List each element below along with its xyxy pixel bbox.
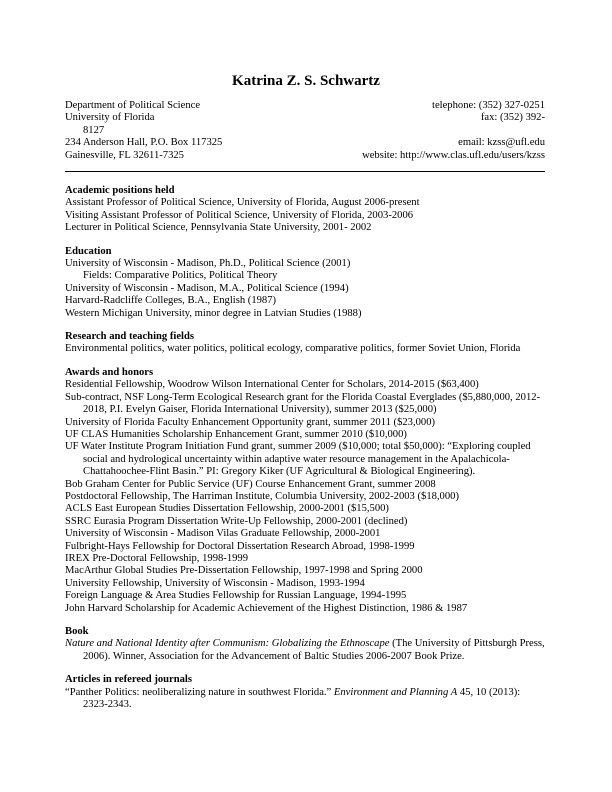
section-articles (65, 674, 547, 711)
list-item: Assistant Professor of Political Science, University of Florida, August 2006-present (65, 197, 420, 209)
header-divider (65, 171, 545, 172)
fax: fax: (352) 392- (480, 112, 545, 124)
email[interactable]: email: kzss@ufl.edu (458, 137, 545, 149)
list-item: Fulbright-Hays Fellowship for Doctoral Dissertation Research Abroad, 1998-1999 (65, 540, 415, 552)
list-item: Foreign Language & Area Studies Fellowship for Russian Language, 1994-1995 (65, 590, 407, 602)
cv-body (65, 185, 547, 722)
article-entry (65, 687, 547, 712)
list-item: University Fellowship, University of Wisconsin - Madison, 1993-1994 (65, 577, 365, 589)
website[interactable]: website: http://www.clas.ufl.edu/users/kzss (362, 149, 545, 161)
list-item: SSRC Eurasia Program Dissertation Write-Up Fellowship, 2000-2001 (declined) (65, 515, 408, 527)
book-details: (The University of Pittsburgh Press, 2006). Winner, Association for the Advancement of Baltic Studies 2006-2007 Book Prize. (83, 638, 545, 662)
list-item: Visiting Assistant Professor of Political Science, University of Florida, 2003-2006 (65, 209, 414, 221)
list-item: Fields: Comparative Politics, Political Theory (83, 270, 278, 282)
list-item: University of Wisconsin - Madison, Ph.D., Political Science (2001) (65, 258, 351, 270)
section-book (65, 626, 547, 663)
section-academic-positions (65, 185, 547, 235)
list-item: UF Water Institute Program Initiation Fund grant, summer 2009 ($10,000; total $50,000): “Exploring coupled social and hydrological uncertainty within adaptive water resource management in the Apalachicola-Chattahoochee-Flint Basin.” PI: Gregory Kiker (UF Agricultural & Biological Engineering). (65, 441, 531, 478)
address: 234 Anderson Hall, P.O. Box 117325 (65, 137, 223, 149)
list-item: Harvard-Radcliffe Colleges, B.A., English (1987) (65, 295, 277, 307)
research-fields: Environmental politics, water politics, political ecology, comparative politics, former Soviet Union, Florida (65, 343, 521, 355)
list-item: MacArthur Global Studies Pre-Dissertation Fellowship, 1997-1998 and Spring 2000 (65, 565, 423, 577)
list-item: Sub-contract, NSF Long-Term Ecological Research grant for the Florida Coastal Everglades ($5,880,000, 2012-2018, P.I. Evelyn Gaiser, Florida International University), summer 2013 ($25,000) (65, 391, 541, 416)
article-details: 45, 10 (2013): 2323-2343. (83, 686, 521, 711)
section-title: Education (65, 245, 112, 257)
list-item: Residential Fellowship, Woodrow Wilson International Center for Scholars, 2014-2015 ($63,400) (65, 379, 479, 391)
list-item: Bob Graham Center for Public Service (UF) Course Enhancement Grant, summer 2008 (65, 478, 436, 490)
cv-name: Katrina Z. S. Schwartz (232, 73, 380, 89)
list-item: Lecturer in Political Science, Pennsylvania State University, 2001- 2002 (65, 222, 372, 234)
list-item: ACLS East European Studies Dissertation Fellowship, 2000-2001 ($15,500) (65, 503, 389, 515)
section-title: Academic positions held (65, 185, 175, 196)
list-item: University of Wisconsin - Madison, M.A., Political Science (1994) (65, 282, 349, 294)
department: Department of Political Science (65, 100, 201, 111)
list-item: University of Florida Faculty Enhancement Opportunity grant, summer 2011 ($23,000) (65, 416, 436, 428)
university: University of Florida (65, 112, 155, 124)
section-education (65, 246, 547, 320)
journal-name: Environment and Planning A (333, 686, 458, 698)
article-title: “Panther Politics: neoliberalizing nature in southwest Florida.” (65, 686, 334, 698)
book-entry (65, 638, 547, 663)
contact-block (65, 100, 545, 162)
book-title: Nature and National Identity after Communism: Globalizing the Ethnoscape (65, 638, 390, 650)
section-research (65, 331, 547, 356)
city: Gainesville, FL 32611-7325 (65, 149, 184, 161)
section-title: Awards and honors (65, 366, 154, 378)
section-awards (65, 367, 547, 615)
list-item: UF CLAS Humanities Scholarship Enhancement Grant, summer 2010 ($10,000) (65, 428, 407, 440)
list-item: Postdoctoral Fellowship, The Harriman Institute, Columbia University, 2002-2003 ($18,000) (65, 490, 459, 502)
list-item: John Harvard Scholarship for Academic Achievement of the Highest Distinction, 1986 & 1987 (65, 602, 468, 614)
list-item: Western Michigan University, minor degree in Latvian Studies (1988) (65, 307, 362, 319)
section-title: Book (65, 626, 89, 637)
list-item: University of Wisconsin - Madison Vilas Graduate Fellowship, 2000-2001 (65, 528, 381, 540)
fax-continuation: 8127 (83, 124, 105, 136)
list-item: IREX Pre-Doctoral Fellowship, 1998-1999 (65, 552, 249, 564)
section-title: Articles in refereed journals (65, 674, 192, 686)
section-title: Research and teaching fields (65, 331, 194, 343)
telephone: telephone: (352) 327-0251 (432, 100, 545, 111)
